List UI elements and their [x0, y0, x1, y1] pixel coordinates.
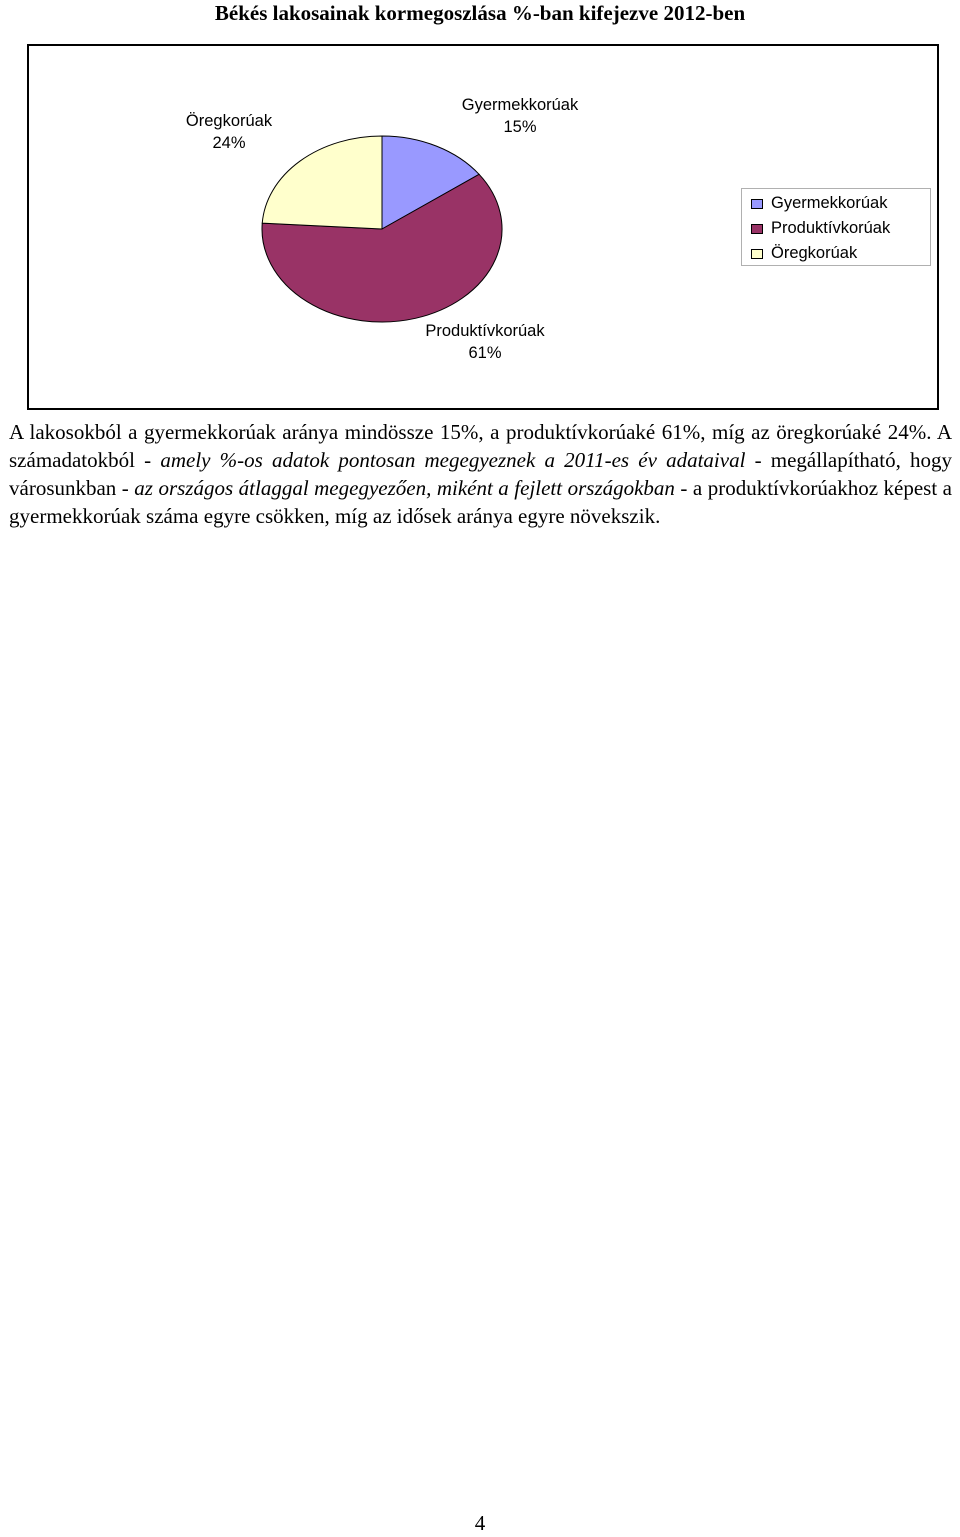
- page-number: 4: [474, 1511, 486, 1535]
- paragraph-italic-text: az országos átlaggal megegyezően, miként a fejlett országokban: [134, 476, 675, 500]
- legend-item: [742, 216, 930, 241]
- slice-label-name: Öregkorúak: [185, 112, 273, 130]
- pie-chart: [27, 44, 939, 410]
- paragraph-text: - a produktívkorúakhoz képest a gyermekkorúak száma egyre csökken, míg az idősek aránya egyre növekszik.: [9, 476, 952, 528]
- slice-label-name: Produktívkorúak: [425, 322, 545, 340]
- chart-legend: [741, 188, 931, 266]
- slice-label-produktivkoruak: [395, 320, 575, 364]
- paragraph-text: A lakosokból a gyermekkorúak aránya mindössze 15%, a produktívkorúaké 61%, míg az öregkorúaké 24%. A számadatokból -: [9, 420, 952, 472]
- document-title: Békés lakosainak kormegoszlása %-ban kifejezve 2012-ben: [214, 1, 746, 25]
- slice-label-value: 61%: [468, 344, 502, 362]
- slice-label-value: 15%: [503, 118, 537, 136]
- paragraph-italic-text: amely %-os adatok pontosan megegyeznek a 2011-es év adataival: [160, 448, 746, 472]
- legend-item: [742, 241, 930, 266]
- legend-label: Gyermekkorúak: [771, 194, 888, 212]
- legend-item: [742, 191, 930, 216]
- legend-swatch-produktivkoruak: [751, 224, 763, 234]
- paragraph-text: - megállapítható, hogy városunkban -: [9, 448, 953, 500]
- legend-swatch-gyermekkoruak: [751, 199, 763, 209]
- slice-label-oregkoruak: [159, 110, 299, 154]
- slice-label-gyermekkoruak: [430, 94, 610, 138]
- legend-label: Öregkorúak: [771, 244, 858, 262]
- legend-swatch-oregkoruak: [751, 249, 763, 259]
- slice-label-value: 24%: [212, 134, 246, 152]
- legend-label: Produktívkorúak: [771, 219, 891, 237]
- body-paragraph: [9, 418, 952, 530]
- slice-label-name: Gyermekkorúak: [461, 96, 579, 114]
